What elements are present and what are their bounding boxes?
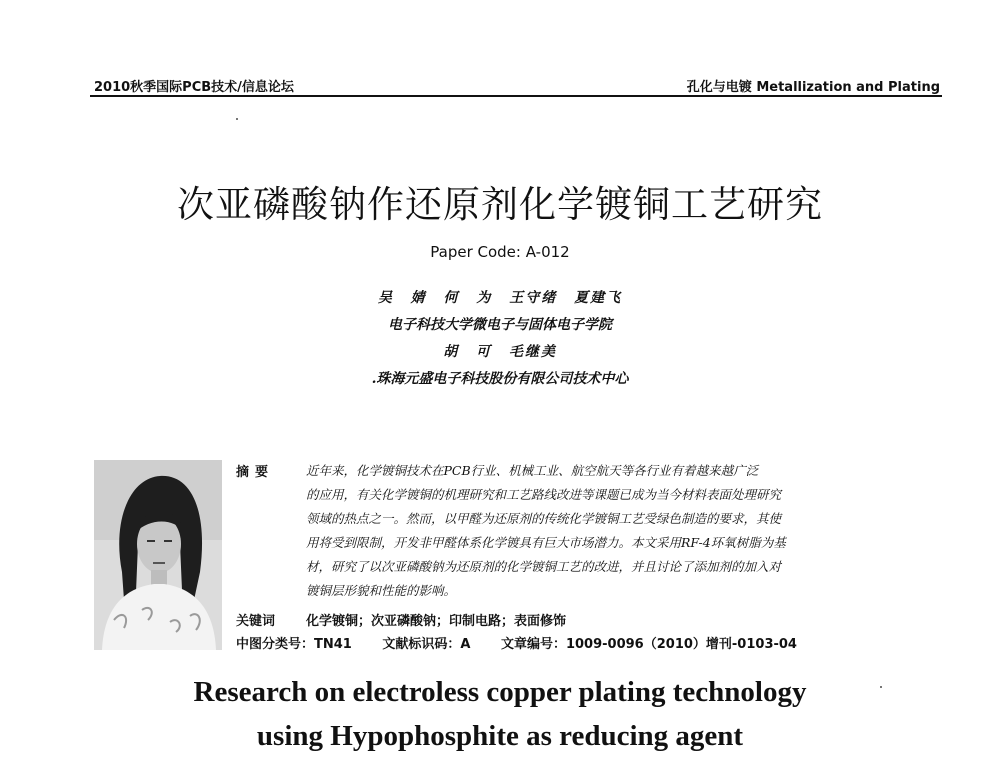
author-line-1: 吴 婧 何 为 王守绪 夏建飞 [377,290,623,306]
abstract-label: 摘要 [236,465,275,480]
paper-code: Paper Code: A-012 [430,243,570,261]
abstract-line: 领域的热点之一。然而，以甲醛为还原剂的传统化学镀铜工艺受绿色制造的要求，其使 [306,511,782,526]
abstract-line: 材，研究了以次亚磷酸钠为还原剂的化学镀铜工艺的改进，并且讨论了添加剂的加入对 [306,559,782,574]
abstract-line: 用将受到限制，开发非甲醛体系化学镀具有巨大市场潜力。本文采用RF-4环氧树脂为基 [306,535,786,550]
header-divider [90,95,942,97]
abstract-line: 镀铜层形貌和性能的影响。 [306,583,457,598]
abstract-line: 近年来，化学镀铜技术在PCB行业、机械工业、航空航天等各行业有着越来越广泛 [306,463,759,478]
article-number: 文章编号：1009-0096（2010）增刊-0103-04 [500,637,797,652]
paper-title-chinese: 次亚磷酸钠作还原剂化学镀铜工艺研究 [177,183,823,226]
scan-speck [236,118,238,120]
classification-line [236,633,797,652]
running-header-right: 孔化与电镀 Metallization and Plating [686,80,940,95]
author-line-2: 胡 可 毛继美 [443,344,557,360]
keywords-text: 化学镀铜；次亚磷酸钠；印制电路；表面修饰 [306,614,567,629]
abstract-line: 的应用，有关化学镀铜的机理研究和工艺路线改进等课题已成为当今材料表面处理研究 [306,487,782,502]
institution-line-2: .珠海元盛电子科技股份有限公司技术中心 [371,371,629,387]
keywords-label: 关键词 [236,614,276,629]
institution-line-1: 电子科技大学微电子与固体电子学院 [388,317,612,333]
document-code: 文献标识码：A [382,637,471,652]
paper-title-english-line-1: Research on electroless copper plating technology [193,676,807,708]
author-photo [94,460,222,650]
paper-title-english-line-2: using Hypophosphite as reducing agent [256,720,744,752]
running-header-left: 2010秋季国际PCB技术/信息论坛 [94,80,294,95]
clc-number: 中图分类号：TN41 [236,637,352,652]
scan-speck [880,686,882,688]
